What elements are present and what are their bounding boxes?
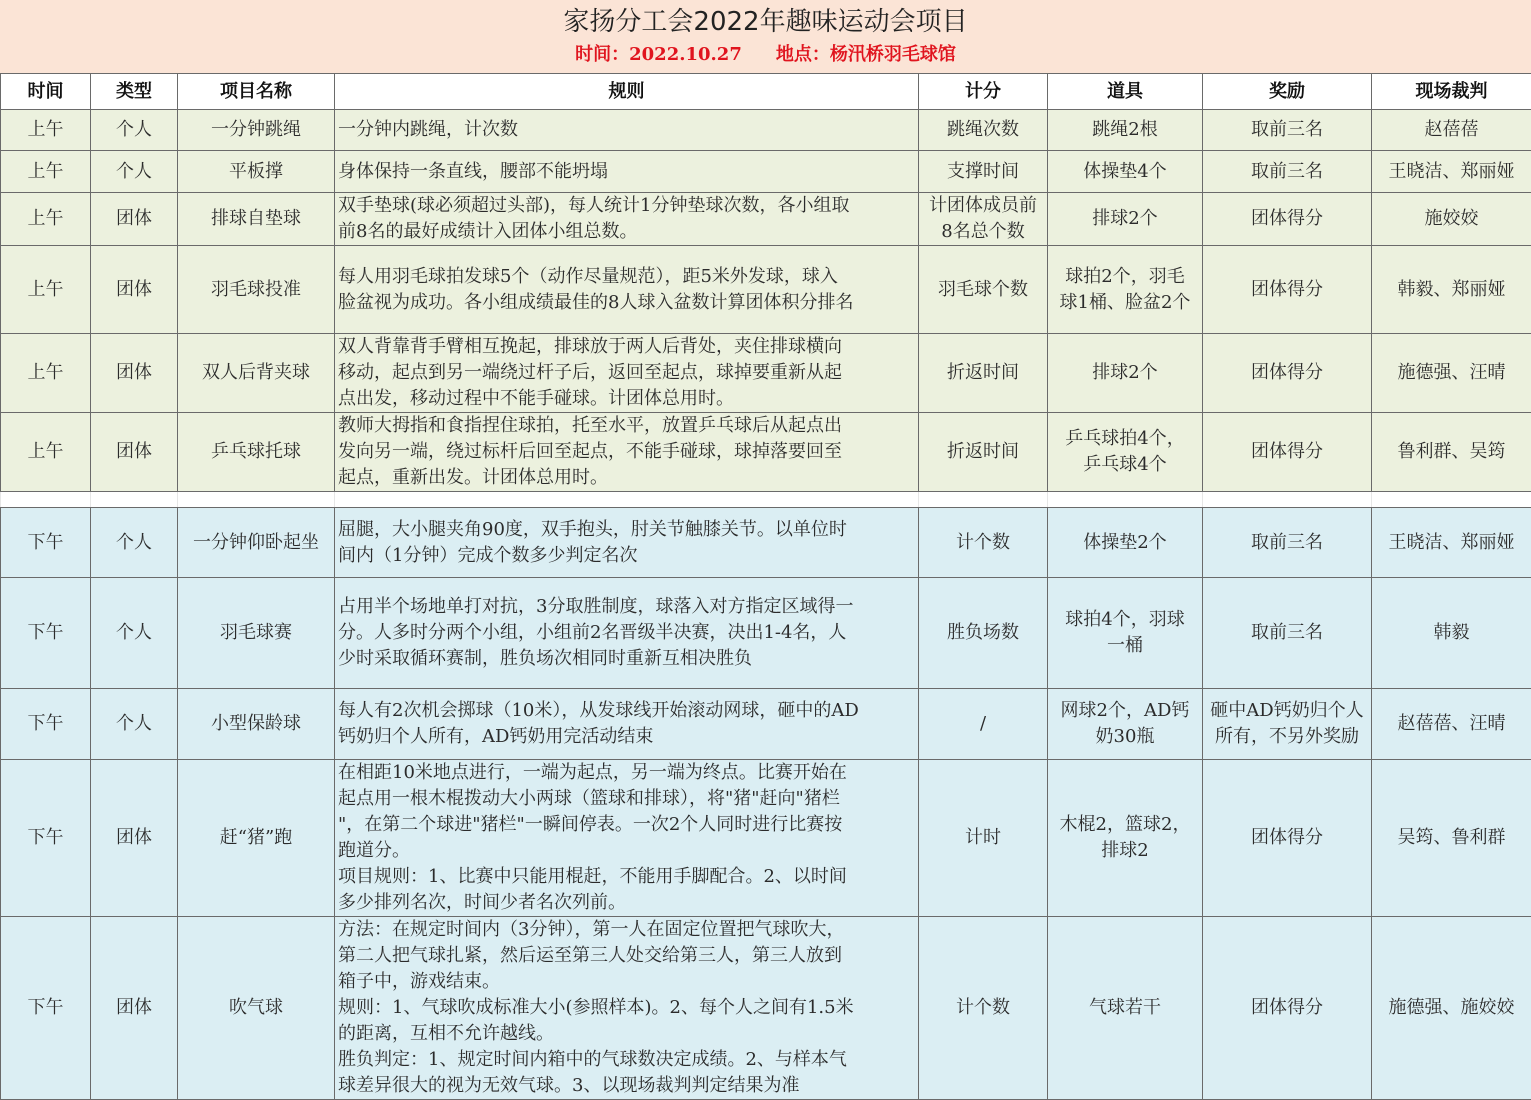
subtitle [0,42,1531,68]
cell-rule[interactable] [335,508,919,578]
cell-rule[interactable] [335,689,919,760]
cell-reward[interactable] [1203,246,1372,334]
cell-props[interactable] [1048,193,1203,246]
cell-reward-line: 团体得分 [1206,206,1368,232]
cell-judge[interactable]: 王晓洁、郑丽娅 [1372,151,1531,193]
cell-score[interactable] [919,508,1048,578]
cell-props[interactable] [1048,151,1203,193]
cell-rule-line: 多少排列名次，时间少者名次列前。 [338,890,915,916]
cell-rule-line: 发向另一端，绕过标杆后回至起点，不能手碰球，球掉落要回至 [338,439,915,465]
cell-score-line: 计个数 [922,530,1044,556]
cell-score[interactable] [919,760,1048,917]
cell-type[interactable]: 团体 [91,760,178,917]
table-row [1,689,1531,760]
cell-rule-line: 双手垫球(球必须超过头部)，每人统计1分钟垫球次数，各小组取 [338,193,915,219]
cell-props-line: 球拍2个，羽毛 [1051,264,1199,290]
cell-props-line: 木棍2，篮球2， [1051,812,1199,838]
header-reward[interactable]: 奖励 [1203,74,1372,110]
cell-rule[interactable] [335,151,919,193]
cell-judge[interactable]: 吴筠、鲁利群 [1372,760,1531,917]
cell-score[interactable] [919,151,1048,193]
cell-name[interactable]: 排球自垫球 [178,193,335,246]
cell-props[interactable] [1048,334,1203,413]
cell-type[interactable]: 个人 [91,578,178,689]
cell-rule-line: 在相距10米地点进行，一端为起点，另一端为终点。比赛开始在 [338,760,915,786]
cell-judge[interactable]: 赵蓓蓓 [1372,110,1531,151]
cell-time[interactable]: 下午 [1,689,91,760]
cell-rule[interactable] [335,110,919,151]
cell-rule-line: 钙奶归个人所有，AD钙奶用完活动结束 [338,724,915,750]
cell-type[interactable]: 个人 [91,689,178,760]
spacer-row [1,492,1531,508]
cell-time[interactable]: 上午 [1,110,91,151]
cell-name[interactable]: 吹气球 [178,917,335,1100]
cell-rule[interactable] [335,193,919,246]
cell-judge[interactable]: 鲁利群、吴筠 [1372,413,1531,492]
cell-time[interactable]: 下午 [1,508,91,578]
header-row [1,74,1531,110]
spacer-cell [1372,492,1531,508]
cell-reward[interactable] [1203,917,1372,1100]
cell-score[interactable] [919,689,1048,760]
table-row [1,917,1531,1100]
cell-rule-line: 球差异很大的视为无效气球。3、以现场裁判判定结果为准 [338,1073,915,1099]
cell-reward[interactable] [1203,413,1372,492]
table-row [1,246,1531,334]
cell-rule-line: 教师大拇指和食指捏住球拍，托至水平，放置乒乓球后从起点出 [338,413,915,439]
header-type[interactable]: 类型 [91,74,178,110]
cell-judge[interactable]: 赵蓓蓓、汪晴 [1372,689,1531,760]
cell-reward[interactable] [1203,508,1372,578]
cell-rule-line: 项目规则：1、比赛中只能用棍赶，不能用手脚配合。2、以时间 [338,864,915,890]
cell-props-line: 排球2 [1051,838,1199,864]
cell-reward-line: 取前三名 [1206,117,1368,143]
table-row [1,760,1531,917]
cell-name[interactable]: 羽毛球投准 [178,246,335,334]
header-score[interactable]: 计分 [919,74,1048,110]
cell-reward-line: 取前三名 [1206,620,1368,646]
cell-type[interactable]: 团体 [91,246,178,334]
cell-reward[interactable] [1203,689,1372,760]
header-props[interactable]: 道具 [1048,74,1203,110]
cell-time[interactable]: 上午 [1,413,91,492]
cell-rule-line: 每人有2次机会掷球（10米），从发球线开始滚动网球，砸中的AD [338,698,915,724]
cell-score[interactable] [919,246,1048,334]
cell-reward-line: 所有，不另外奖励 [1206,724,1368,750]
cell-reward[interactable] [1203,151,1372,193]
cell-name[interactable]: 一分钟跳绳 [178,110,335,151]
cell-reward-line: 团体得分 [1206,995,1368,1021]
cell-rule[interactable] [335,578,919,689]
cell-score[interactable] [919,413,1048,492]
cell-rule[interactable] [335,760,919,917]
cell-score-line: 折返时间 [922,439,1044,465]
cell-rule-line: 一分钟内跳绳，计次数 [338,117,915,143]
cell-props-line: 体操垫2个 [1051,530,1199,556]
cell-props-line: 气球若干 [1051,995,1199,1021]
cell-rule-line: 移动，起点到另一端绕过杆子后，返回至起点，球掉要重新从起 [338,360,915,386]
cell-judge[interactable]: 王晓洁、郑丽娅 [1372,508,1531,578]
cell-score-line: 折返时间 [922,360,1044,386]
cell-reward[interactable] [1203,193,1372,246]
table-row [1,193,1531,246]
cell-props[interactable] [1048,110,1203,151]
cell-type[interactable]: 团体 [91,334,178,413]
page-title: 家扬分工会2022年趣味运动会项目 [0,6,1531,38]
cell-name[interactable]: 赶“猪”跑 [178,760,335,917]
event-time: 时间：2022.10.27 [575,44,742,65]
cell-score-line: 计团体成员前 [922,193,1044,219]
cell-time[interactable]: 下午 [1,760,91,917]
cell-type[interactable]: 团体 [91,413,178,492]
cell-score[interactable] [919,110,1048,151]
cell-rule-line: 屈腿，大小腿夹角90度，双手抱头，肘关节触膝关节。以单位时 [338,517,915,543]
table-row [1,151,1531,193]
cell-type[interactable]: 团体 [91,917,178,1100]
cell-props[interactable] [1048,508,1203,578]
cell-rule-line: 前8名的最好成绩计入团体小组总数。 [338,219,915,245]
cell-score-line: 计时 [922,825,1044,851]
spacer-cell [1203,492,1372,508]
cell-type[interactable]: 个人 [91,508,178,578]
cell-rule-line: 每人用羽毛球拍发球5个（动作尽量规范），距5米外发球，球入 [338,264,915,290]
cell-props-line: 球1桶、脸盆2个 [1051,290,1199,316]
spacer-cell [1,492,91,508]
cell-score-line: 计个数 [922,995,1044,1021]
cell-judge[interactable]: 施德强、施姣姣 [1372,917,1531,1100]
cell-rule-line: 占用半个场地单打对抗，3分取胜制度，球落入对方指定区域得一 [338,594,915,620]
cell-score[interactable] [919,578,1048,689]
spacer-cell [91,492,178,508]
table-row [1,334,1531,413]
cell-rule-line: 点出发，移动过程中不能手碰球。计团体总用时。 [338,386,915,412]
cell-props[interactable] [1048,578,1203,689]
cell-score-line: 羽毛球个数 [922,277,1044,303]
cell-rule-line: 身体保持一条直线，腰部不能坍塌 [338,159,915,185]
table-row [1,508,1531,578]
cell-type[interactable]: 个人 [91,151,178,193]
cell-rule-line: 分。人多时分两个小组，小组前2名晋级半决赛，决出1-4名，人 [338,620,915,646]
cell-reward[interactable] [1203,334,1372,413]
cell-score[interactable] [919,917,1048,1100]
cell-reward-line: 取前三名 [1206,530,1368,556]
cell-rule[interactable] [335,246,919,334]
cell-score[interactable] [919,334,1048,413]
cell-reward-line: 团体得分 [1206,439,1368,465]
cell-rule-line: 脸盆视为成功。各小组成绩最佳的8人球入盆数计算团体积分排名 [338,290,915,316]
cell-rule-line: 胜负判定：1、规定时间内箱中的气球数决定成绩。2、与样本气 [338,1047,915,1073]
cell-judge[interactable]: 韩毅、郑丽娅 [1372,246,1531,334]
spacer-cell [178,492,335,508]
cell-props[interactable] [1048,689,1203,760]
cell-props-line: 乒乓球4个 [1051,452,1199,478]
cell-reward[interactable] [1203,760,1372,917]
cell-rule[interactable] [335,917,919,1100]
cell-props-line: 乒乓球拍4个， [1051,426,1199,452]
title-block [0,0,1531,74]
header-rule[interactable]: 规则 [335,74,919,110]
cell-props-line: 球拍4个，羽球 [1051,607,1199,633]
cell-rule-line: 起点用一根木棍拨动大小两球（篮球和排球），将"猪"赶向"猪栏 [338,786,915,812]
cell-reward[interactable] [1203,110,1372,151]
cell-name[interactable]: 平板撑 [178,151,335,193]
cell-props-line: 网球2个，AD钙 [1051,698,1199,724]
cell-judge[interactable]: 施姣姣 [1372,193,1531,246]
cell-rule-line: "，在第二个球进"猪栏"一瞬间停表。一次2个人同时进行比赛按 [338,812,915,838]
header-name[interactable]: 项目名称 [178,74,335,110]
cell-score[interactable] [919,193,1048,246]
cell-props-line: 一桶 [1051,633,1199,659]
spacer-cell [335,492,919,508]
cell-time[interactable]: 上午 [1,334,91,413]
cell-judge[interactable]: 韩毅 [1372,578,1531,689]
cell-reward-line: 取前三名 [1206,159,1368,185]
cell-reward-line: 团体得分 [1206,277,1368,303]
cell-score-line: / [922,711,1044,737]
cell-props-line: 跳绳2根 [1051,117,1199,143]
header-judge[interactable]: 现场裁判 [1372,74,1531,110]
cell-time[interactable]: 下午 [1,917,91,1100]
cell-rule-line: 方法：在规定时间内（3分钟），第一人在固定位置把气球吹大， [338,917,915,943]
cell-rule[interactable] [335,334,919,413]
table-row [1,110,1531,151]
cell-props[interactable] [1048,917,1203,1100]
cell-name[interactable]: 羽毛球赛 [178,578,335,689]
cell-time[interactable]: 下午 [1,578,91,689]
cell-score-line: 胜负场数 [922,620,1044,646]
cell-score-line: 8名总个数 [922,219,1044,245]
table-row [1,578,1531,689]
spacer-cell [919,492,1048,508]
cell-reward[interactable] [1203,578,1372,689]
cell-props[interactable] [1048,760,1203,917]
spacer-cell [1048,492,1203,508]
events-table [0,73,1531,1100]
cell-name[interactable]: 双人后背夹球 [178,334,335,413]
cell-type[interactable]: 个人 [91,110,178,151]
cell-rule-line: 第二人把气球扎紧，然后运至第三人处交给第三人，第三人放到 [338,943,915,969]
cell-time[interactable]: 上午 [1,193,91,246]
cell-props-line: 排球2个 [1051,206,1199,232]
cell-props-line: 体操垫4个 [1051,159,1199,185]
cell-props[interactable] [1048,413,1203,492]
cell-reward-line: 团体得分 [1206,360,1368,386]
cell-name[interactable]: 一分钟仰卧起坐 [178,508,335,578]
event-place: 地点：杨汛桥羽毛球馆 [776,44,956,65]
cell-rule-line: 双人背靠背手臂相互挽起，排球放于两人后背处，夹住排球横向 [338,334,915,360]
cell-judge[interactable]: 施德强、汪晴 [1372,334,1531,413]
cell-rule[interactable] [335,413,919,492]
header-time[interactable]: 时间 [1,74,91,110]
cell-name[interactable]: 乒乓球托球 [178,413,335,492]
cell-rule-line: 少时采取循环赛制，胜负场次相同时重新互相决胜负 [338,646,915,672]
cell-props[interactable] [1048,246,1203,334]
cell-time[interactable]: 上午 [1,246,91,334]
cell-rule-line: 起点，重新出发。计团体总用时。 [338,465,915,491]
cell-score-line: 跳绳次数 [922,117,1044,143]
cell-score-line: 支撑时间 [922,159,1044,185]
table-row [1,413,1531,492]
cell-reward-line: 砸中AD钙奶归个人 [1206,698,1368,724]
cell-reward-line: 团体得分 [1206,825,1368,851]
cell-props-line: 排球2个 [1051,360,1199,386]
cell-rule-line: 的距离，互相不允许越线。 [338,1021,915,1047]
cell-rule-line: 跑道分。 [338,838,915,864]
cell-type[interactable]: 团体 [91,193,178,246]
cell-props-line: 奶30瓶 [1051,724,1199,750]
cell-rule-line: 规则：1、气球吹成标准大小(参照样本)。2、每个人之间有1.5米 [338,995,915,1021]
cell-time[interactable]: 上午 [1,151,91,193]
cell-rule-line: 间内（1分钟）完成个数多少判定名次 [338,543,915,569]
cell-rule-line: 箱子中，游戏结束。 [338,969,915,995]
cell-name[interactable]: 小型保龄球 [178,689,335,760]
